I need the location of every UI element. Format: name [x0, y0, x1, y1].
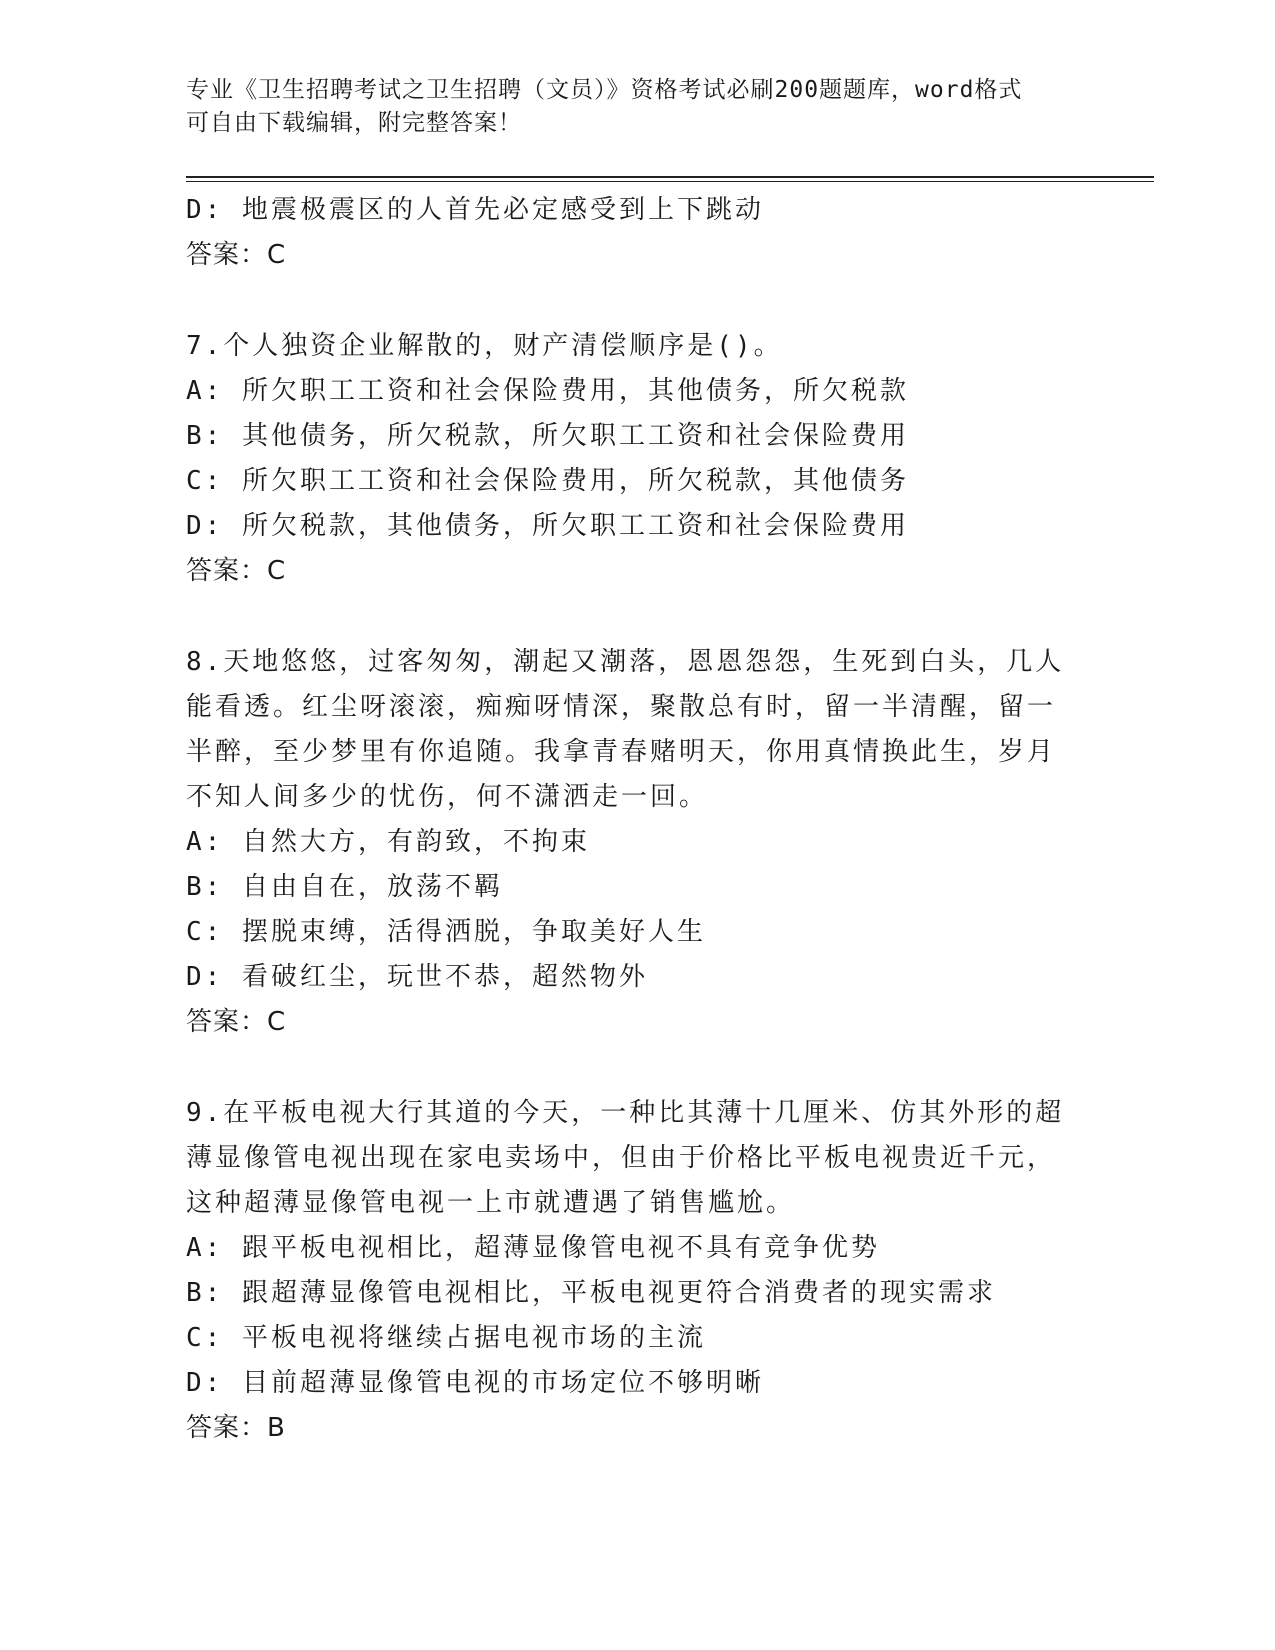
- question-stem: 8.天地悠悠，过客匆匆，潮起又潮落，恩恩怨怨，生死到白头，几人: [186, 647, 1065, 677]
- option-c: C: 平板电视将继续占据电视市场的主流: [186, 1323, 706, 1353]
- option-b: B: 其他债务，所欠税款，所欠职工工资和社会保险费用: [186, 421, 909, 451]
- page-header: [186, 74, 1066, 140]
- spacer: [186, 1045, 1086, 1091]
- spacer: [186, 594, 1086, 640]
- question-7: [186, 324, 1086, 594]
- question-stem: 不知人间多少的忧伤，何不潇洒走一回。: [186, 782, 709, 812]
- header-title-line-1: 专业《卫生招聘考试之卫生招聘（文员）》资格考试必刷200题题库，word格式: [186, 77, 1023, 103]
- option-a: A: 跟平板电视相比，超薄显像管电视不具有竞争优势: [186, 1233, 880, 1263]
- header-rule: [186, 176, 1154, 178]
- question-8: [186, 640, 1086, 1045]
- option-b: B: 跟超薄显像管电视相比，平板电视更符合消费者的现实需求: [186, 1278, 996, 1308]
- option-d: D: 地震极震区的人首先必定感受到上下跳动: [186, 195, 764, 225]
- question-9: [186, 1091, 1086, 1451]
- question-stem: 9.在平板电视大行其道的今天，一种比其薄十几厘米、仿其外形的超: [186, 1098, 1065, 1128]
- option-c: C: 所欠职工工资和社会保险费用，所欠税款，其他债务: [186, 466, 909, 496]
- answer-line: 答案：B: [186, 1413, 286, 1443]
- answer-line: 答案：C: [186, 556, 287, 586]
- question-6-tail: [186, 188, 1086, 278]
- question-stem: 薄显像管电视出现在家电卖场中，但由于价格比平板电视贵近千元，: [186, 1143, 1057, 1173]
- header-rule-thin: [186, 181, 1154, 182]
- option-a: A: 自然大方，有韵致，不拘束: [186, 827, 590, 857]
- question-list: [186, 188, 1086, 1451]
- option-c: C: 摆脱束缚，活得洒脱，争取美好人生: [186, 917, 706, 947]
- option-d: D: 所欠税款，其他债务，所欠职工工资和社会保险费用: [186, 511, 909, 541]
- option-d: D: 目前超薄显像管电视的市场定位不够明晰: [186, 1368, 764, 1398]
- question-stem: 能看透。红尘呀滚滚，痴痴呀情深，聚散总有时，留一半清醒，留一: [186, 692, 1057, 722]
- question-stem: 7.个人独资企业解散的，财产清偿顺序是()。: [186, 331, 783, 361]
- option-b: B: 自由自在，放荡不羁: [186, 872, 503, 902]
- answer-line: 答案：C: [186, 1007, 287, 1037]
- option-a: A: 所欠职工工资和社会保险费用，其他债务，所欠税款: [186, 376, 909, 406]
- option-d: D: 看破红尘，玩世不恭，超然物外: [186, 962, 648, 992]
- question-stem: 这种超薄显像管电视一上市就遭遇了销售尴尬。: [186, 1188, 796, 1218]
- spacer: [186, 278, 1086, 324]
- answer-line: 答案：C: [186, 240, 287, 270]
- question-stem: 半醉，至少梦里有你追随。我拿青春赌明天，你用真情换此生，岁月: [186, 737, 1057, 767]
- header-title-line-2: 可自由下载编辑，附完整答案！: [186, 110, 522, 136]
